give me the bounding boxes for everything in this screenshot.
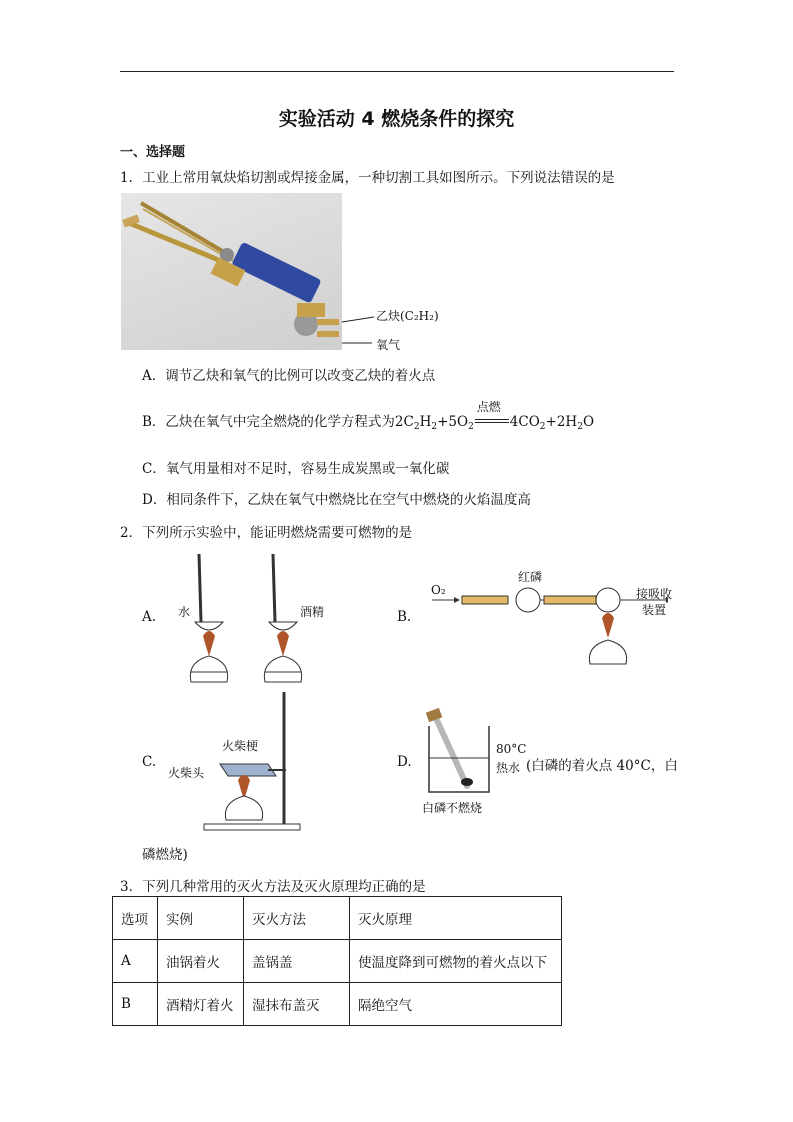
- table-row: [113, 940, 562, 983]
- label-matchstick: 火柴梗: [222, 739, 259, 753]
- table-header-cell: 灭火原理: [350, 897, 562, 940]
- label-hot-water: 热水: [496, 761, 521, 775]
- label-device: 装置: [642, 603, 667, 617]
- table-cell: 湿抹布盖灭: [244, 983, 350, 1026]
- q1-option-b: [142, 400, 595, 432]
- label-red-phosphorus: 红磷: [518, 570, 543, 584]
- q3-stem: 3．下列几种常用的灭火方法及灭火原理均正确的是: [120, 879, 426, 895]
- reaction-condition: 点燃: [476, 400, 501, 414]
- section-heading: 一、选择题: [120, 145, 186, 160]
- label-oxygen: 氧气: [376, 338, 401, 352]
- label-matchhead: 火柴头: [168, 766, 205, 780]
- q1-option-d: D．相同条件下，乙炔在氧气中燃烧比在空气中燃烧的火焰温度高: [142, 492, 531, 508]
- q1-option-a: A．调节乙炔和氧气的比例可以改变乙炔的着火点: [142, 368, 436, 384]
- q2-option-d-note-cont: 磷燃烧): [142, 847, 188, 863]
- label-absorb: 接吸收: [636, 587, 673, 601]
- table-header-row: [113, 897, 562, 940]
- q2-option-c-label: C.: [142, 754, 157, 770]
- table-cell: 酒精灯着火: [158, 983, 244, 1026]
- label-alcohol: 酒精: [300, 605, 325, 619]
- q2-stem: 2．下列所示实验中，能证明燃烧需要可燃物的是: [120, 525, 413, 541]
- experiment-a-diagram: [165, 552, 315, 692]
- reaction-arrow: [475, 400, 509, 426]
- fire-extinguish-table: [112, 896, 562, 1026]
- table-cell: 盖锅盖: [244, 940, 350, 983]
- q1-stem: 1．工业上常用氧炔焰切割或焊接金属，一种切割工具如图所示。下列说法错误的是: [120, 170, 615, 186]
- label-80c: 80°C: [496, 742, 527, 756]
- table-cell: A: [113, 940, 158, 983]
- header-rule: [120, 71, 674, 72]
- label-acetylene: 乙炔(C₂H₂): [376, 309, 439, 323]
- table-cell: 油锅着火: [158, 940, 244, 983]
- cutting-torch-illustration: [121, 193, 342, 350]
- q2-option-b-label: B.: [397, 609, 412, 625]
- q2-option-d-label: D.: [397, 754, 412, 770]
- table-cell: 使温度降到可燃物的着火点以下: [350, 940, 562, 983]
- experiment-d-diagram: [425, 708, 495, 798]
- equation-products: $4CO_2+2H_2O$: [509, 414, 595, 432]
- label-water: 水: [178, 605, 191, 619]
- page-title: 实验活动 4 燃烧条件的探究: [278, 108, 515, 130]
- label-white-p-not-burning: 白磷不燃烧: [422, 801, 483, 815]
- table-row: [113, 983, 562, 1026]
- equation-reactants: $2C_2H_2+5O_2$: [394, 414, 474, 432]
- table-header-cell: 实例: [158, 897, 244, 940]
- table-header-cell: 灭火方法: [244, 897, 350, 940]
- q2-option-a-label: A.: [142, 609, 157, 625]
- experiment-c-diagram: [200, 690, 310, 835]
- cutting-torch-photo: [121, 193, 342, 350]
- q1-option-b-text: B．乙炔在氧气中完全燃烧的化学方程式为: [142, 414, 395, 430]
- table-cell: 隔绝空气: [350, 983, 562, 1026]
- table-cell: B: [113, 983, 158, 1026]
- table-header-cell: 选项: [113, 897, 158, 940]
- q2-option-d-note: (白磷的着火点 40°C，白: [526, 758, 678, 774]
- experiment-b-diagram: [428, 578, 668, 670]
- label-o2: O₂: [431, 583, 446, 597]
- q1-option-c: C．氧气用量相对不足时，容易生成炭黑或一氧化碳: [142, 461, 450, 477]
